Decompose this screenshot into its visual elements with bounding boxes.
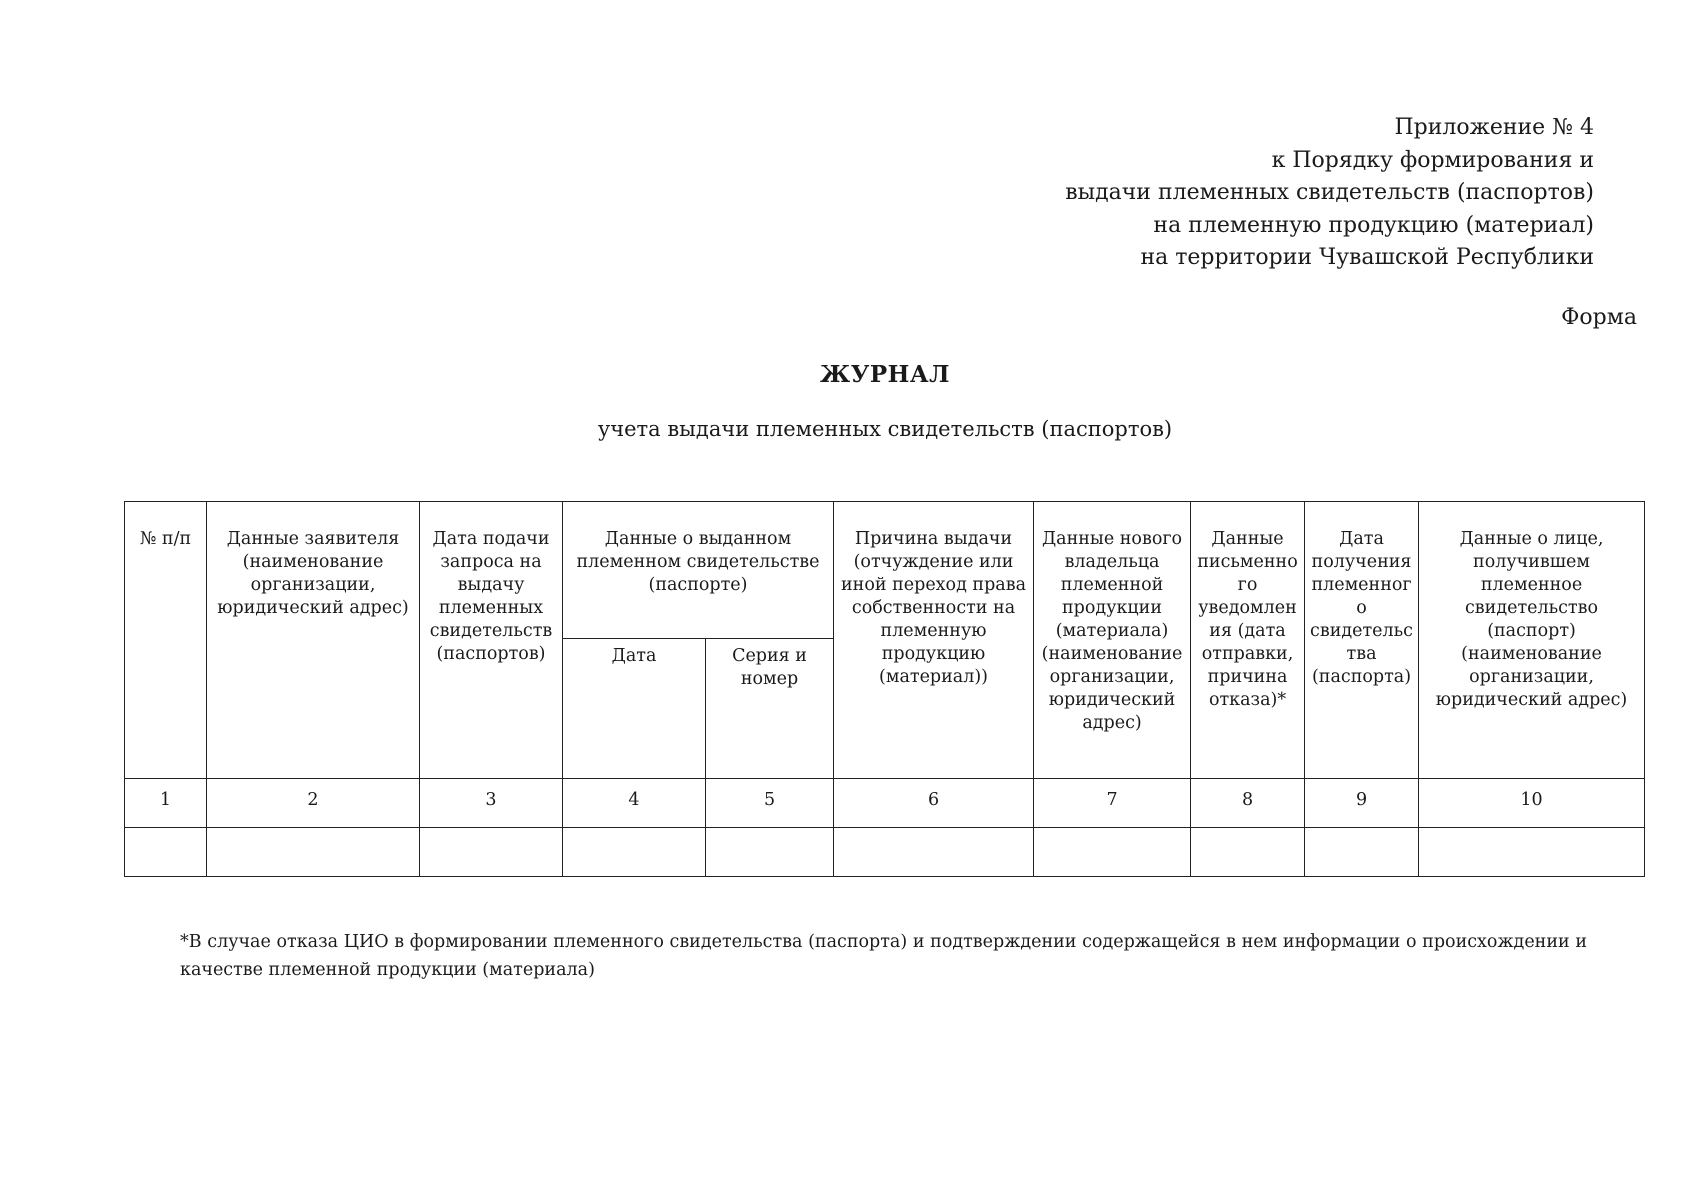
header-col-10: Данные о лице, получившем племенное свидетельство (паспорт) (наименование организации, юридический адрес)	[1419, 502, 1645, 779]
empty-cell	[420, 828, 563, 877]
column-number: 9	[1305, 779, 1419, 828]
appendix-line-5: на территории Чувашской Республики	[1140, 245, 1594, 270]
empty-cell	[706, 828, 834, 877]
empty-cell	[1305, 828, 1419, 877]
header-row-top	[125, 502, 1645, 639]
header-col-4: Дата	[563, 639, 706, 779]
empty-cell	[207, 828, 420, 877]
empty-cell	[1419, 828, 1645, 877]
header-col-3: Дата подачи запроса на выдачу племенных свидетельств (паспортов)	[420, 502, 563, 779]
column-number: 4	[563, 779, 706, 828]
column-number: 5	[706, 779, 834, 828]
appendix-header	[1065, 112, 1594, 275]
column-number-row	[125, 779, 1645, 828]
column-number: 2	[207, 779, 420, 828]
column-number: 1	[125, 779, 207, 828]
document-title: ЖУРНАЛ	[820, 361, 950, 388]
column-number: 10	[1419, 779, 1645, 828]
column-number: 6	[834, 779, 1034, 828]
form-label: Форма	[1561, 305, 1637, 330]
empty-cell	[834, 828, 1034, 877]
empty-cell	[1191, 828, 1305, 877]
appendix-line-4: на племенную продукцию (материал)	[1153, 212, 1594, 238]
column-number: 3	[420, 779, 563, 828]
journal-table	[124, 501, 1645, 877]
header-col-7: Данные нового владельца племенной продукции (материала) (наименование организации, юридический адрес)	[1034, 502, 1191, 779]
empty-cell	[1034, 828, 1191, 877]
column-number: 8	[1191, 779, 1305, 828]
header-col-9: Дата получения племенного свидетельства (паспорта)	[1305, 502, 1419, 779]
empty-cell	[563, 828, 706, 877]
header-col-8: Данные письменного уведомления (дата отправки, причина отказа)*	[1191, 502, 1305, 779]
header-col-6: Причина выдачи (отчуждение или иной переход права собственности на племенную продукцию (материал))	[834, 502, 1034, 779]
appendix-line-1: Приложение № 4	[1394, 115, 1594, 140]
appendix-line-2: к Порядку формирования и	[1271, 147, 1594, 173]
header-col-5: Серия и номер	[706, 639, 834, 779]
header-col-1: № п/п	[125, 502, 207, 779]
empty-cell	[125, 828, 207, 877]
column-number: 7	[1034, 779, 1191, 828]
header-col-2: Данные заявителя (наименование организации, юридический адрес)	[207, 502, 420, 779]
footnote: *В случае отказа ЦИО в формировании племенного свидетельства (паспорта) и подтверждении содержащейся в нем информации о происхождении и качестве племенной продукции (материала)	[180, 932, 1587, 980]
document-subtitle: учета выдачи племенных свидетельств (паспортов)	[597, 417, 1173, 441]
empty-entry-row	[125, 828, 1645, 877]
appendix-line-3: выдачи племенных свидетельств (паспортов)	[1065, 180, 1594, 205]
header-group-4-5: Данные о выданном племенном свидетельстве (паспорте)	[563, 502, 834, 639]
